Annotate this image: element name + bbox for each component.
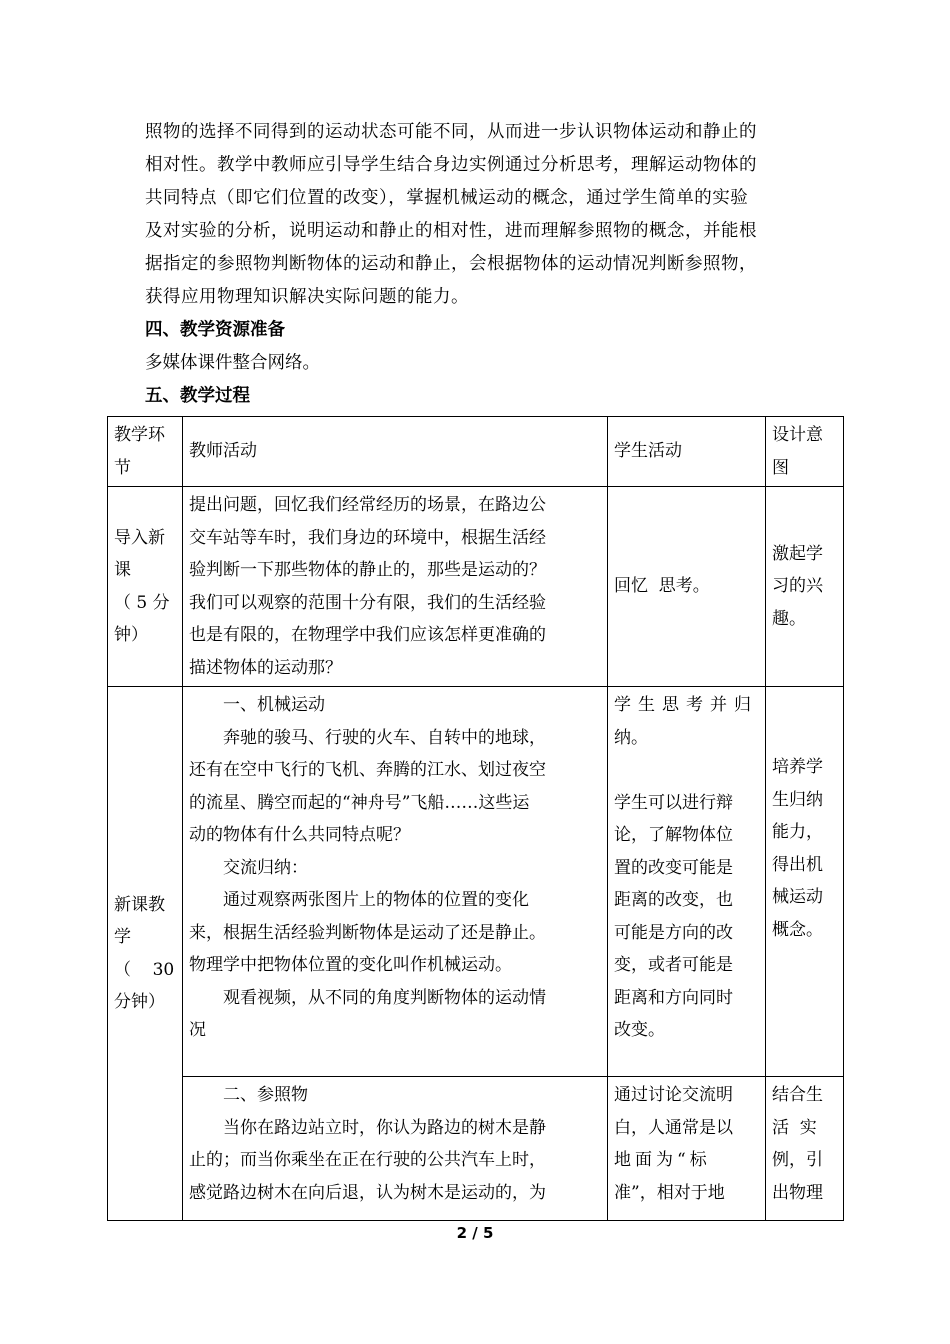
row2-teacher-line: 交流归纳： bbox=[223, 857, 308, 878]
section5-title: 五、教学过程 bbox=[145, 386, 250, 406]
row3-teacher-line: 二、参照物 bbox=[223, 1085, 308, 1105]
intro-line-4: 及对实验的分析，说明运动和静止的相对性，进而理解参照物的概念，并能根 bbox=[145, 221, 757, 241]
row2-student-line: 置的改变可能是 bbox=[614, 857, 733, 878]
row1-teacher-line: 我们可以观察的范围十分有限，我们的生活经验 bbox=[189, 592, 546, 613]
table-row-new-lesson-2 bbox=[108, 1077, 844, 1221]
row2-teacher-line: 一、机械运动 bbox=[223, 695, 325, 715]
row2-stage-line: 分钟） bbox=[114, 992, 165, 1012]
row3-student-line: 准”，相对于地 bbox=[614, 1182, 725, 1203]
row2-stage bbox=[108, 687, 183, 1221]
row1-design-line: 激起学 bbox=[772, 543, 823, 564]
row2-student-line: 可能是方向的改 bbox=[614, 922, 733, 943]
table-row-intro bbox=[108, 487, 844, 687]
row2-student-spacer bbox=[614, 754, 759, 787]
header-stage-line-1: 教学环 bbox=[114, 425, 165, 445]
row1-stage bbox=[108, 487, 183, 687]
row3-teacher-line: 止的；而当你乘坐在正在行驶的公共汽车上时， bbox=[189, 1150, 546, 1170]
row2-design-line: 能力， bbox=[772, 822, 823, 842]
intro-line-2: 相对性。教学中教师应引导学生结合身边实例通过分析思考，理解运动物体的 bbox=[145, 155, 757, 175]
row1-stage-line: 导入新 bbox=[114, 527, 165, 548]
row2-design-line: 械运动 bbox=[772, 887, 823, 907]
row2-student-line: 纳。 bbox=[614, 727, 648, 748]
row2-student-line: 论，了解物体位 bbox=[614, 825, 733, 845]
intro-paragraph bbox=[145, 116, 810, 314]
row2-student bbox=[608, 687, 766, 1077]
row3-teacher-line: 感觉路边树木在向后退，认为树木是运动的，为 bbox=[189, 1182, 546, 1203]
row3-student bbox=[608, 1077, 766, 1221]
row2-stage-line: 新课教 bbox=[114, 894, 165, 915]
header-teacher: 教师活动 bbox=[183, 417, 608, 487]
page-number: 2 / 5 bbox=[456, 1224, 494, 1242]
row2-teacher bbox=[183, 687, 608, 1077]
intro-line-1: 照物的选择不同得到的运动状态可能不同，从而进一步认识物体运动和静止的 bbox=[145, 122, 757, 142]
row2-student-line: 距离的改变，也 bbox=[614, 890, 733, 910]
row3-teacher bbox=[183, 1077, 608, 1221]
header-design-line-2: 图 bbox=[772, 457, 789, 478]
row2-design bbox=[766, 687, 844, 1077]
intro-line-5: 据指定的参照物判断物体的运动和静止，会根据物体的运动情况判断参照物， bbox=[145, 254, 757, 274]
section4-content: 多媒体课件整合网络。 bbox=[145, 353, 320, 373]
row1-design-line: 习的兴 bbox=[772, 576, 823, 597]
row2-design-line: 概念。 bbox=[772, 919, 823, 940]
table-header-row bbox=[108, 417, 844, 487]
header-design-line-1: 设计意 bbox=[772, 425, 823, 445]
row2-teacher-line: 来，根据生活经验判断物体是运动了还是静止。 bbox=[189, 922, 546, 943]
row2-student-line: 距离和方向同时 bbox=[614, 987, 733, 1008]
row1-teacher-line: 交车站等车时，我们身边的环境中，根据生活经 bbox=[189, 527, 546, 548]
row3-design-line: 结合生 bbox=[772, 1085, 823, 1105]
row2-student-line: 学生可以进行辩 bbox=[614, 792, 733, 813]
row3-student-line: 白，人通常是以 bbox=[614, 1117, 733, 1138]
row1-design-line: 趣。 bbox=[772, 608, 806, 629]
teaching-process-table bbox=[107, 416, 844, 1221]
header-design bbox=[766, 417, 844, 487]
row1-design bbox=[766, 487, 844, 687]
row1-teacher-line: 验判断一下那些物体的静止的，那些是运动的？ bbox=[189, 560, 546, 580]
row2-stage-line: 学 bbox=[114, 927, 131, 947]
row3-student-line: 地面为“标 bbox=[614, 1150, 711, 1170]
row2-teacher-line: 奔驰的骏马、行驶的火车、自转中的地球， bbox=[223, 727, 546, 748]
row1-stage-line: 课 bbox=[114, 560, 131, 580]
row2-student-line: 改变。 bbox=[614, 1020, 665, 1040]
row2-teacher-line: 动的物体有什么共同特点呢？ bbox=[189, 825, 410, 845]
row2-teacher-line: 观看视频，从不同的角度判断物体的运动情 bbox=[223, 987, 546, 1008]
row1-student: 回忆 思考。 bbox=[608, 487, 766, 687]
header-stage-line-2: 节 bbox=[114, 457, 131, 478]
row2-teacher-line: 的流星、腾空而起的“神舟号”飞船……这些运 bbox=[189, 792, 530, 813]
row2-design-line: 生归纳 bbox=[772, 789, 823, 810]
row1-teacher-line: 提出问题，回忆我们经常经历的场景，在路边公 bbox=[189, 495, 546, 515]
row3-student-line: 通过讨论交流明 bbox=[614, 1085, 733, 1105]
row1-stage-line: 钟） bbox=[114, 625, 148, 645]
row3-design-line: 例，引 bbox=[772, 1150, 823, 1170]
row2-teacher-line: 物理学中把物体位置的变化叫作机械运动。 bbox=[189, 955, 512, 975]
row1-teacher-line: 也是有限的，在物理学中我们应该怎样更准确的 bbox=[189, 625, 546, 645]
row3-design-line: 活 实 bbox=[772, 1117, 817, 1138]
intro-line-6: 获得应用物理知识解决实际问题的能力。 bbox=[145, 287, 469, 307]
row2-teacher-line: 况 bbox=[189, 1020, 206, 1040]
row3-teacher-line: 当你在路边站立时，你认为路边的树木是静 bbox=[223, 1117, 546, 1138]
row2-design-line: 培养学 bbox=[772, 757, 823, 777]
header-stage bbox=[108, 417, 183, 487]
table-row-new-lesson-1 bbox=[108, 687, 844, 1077]
row2-student-line: 学生思考并归 bbox=[614, 695, 758, 715]
section4-title: 四、教学资源准备 bbox=[145, 320, 285, 340]
row3-design bbox=[766, 1077, 844, 1221]
row2-stage-line: （ 30 bbox=[114, 959, 175, 980]
row2-design-line: 得出机 bbox=[772, 854, 823, 875]
row3-design-line: 出物理 bbox=[772, 1182, 823, 1203]
header-student: 学生活动 bbox=[608, 417, 766, 487]
row2-student-line: 变，或者可能是 bbox=[614, 955, 733, 975]
intro-line-3: 共同特点（即它们位置的改变），掌握机械运动的概念，通过学生简单的实验 bbox=[145, 188, 749, 208]
row2-teacher-line: 通过观察两张图片上的物体的位置的变化 bbox=[223, 890, 529, 910]
row1-teacher-line: 描述物体的运动那？ bbox=[189, 657, 342, 678]
row1-teacher bbox=[183, 487, 608, 687]
row1-stage-line: （ 5 分 bbox=[114, 592, 170, 613]
row2-teacher-line: 还有在空中飞行的飞机、奔腾的江水、划过夜空 bbox=[189, 760, 546, 780]
